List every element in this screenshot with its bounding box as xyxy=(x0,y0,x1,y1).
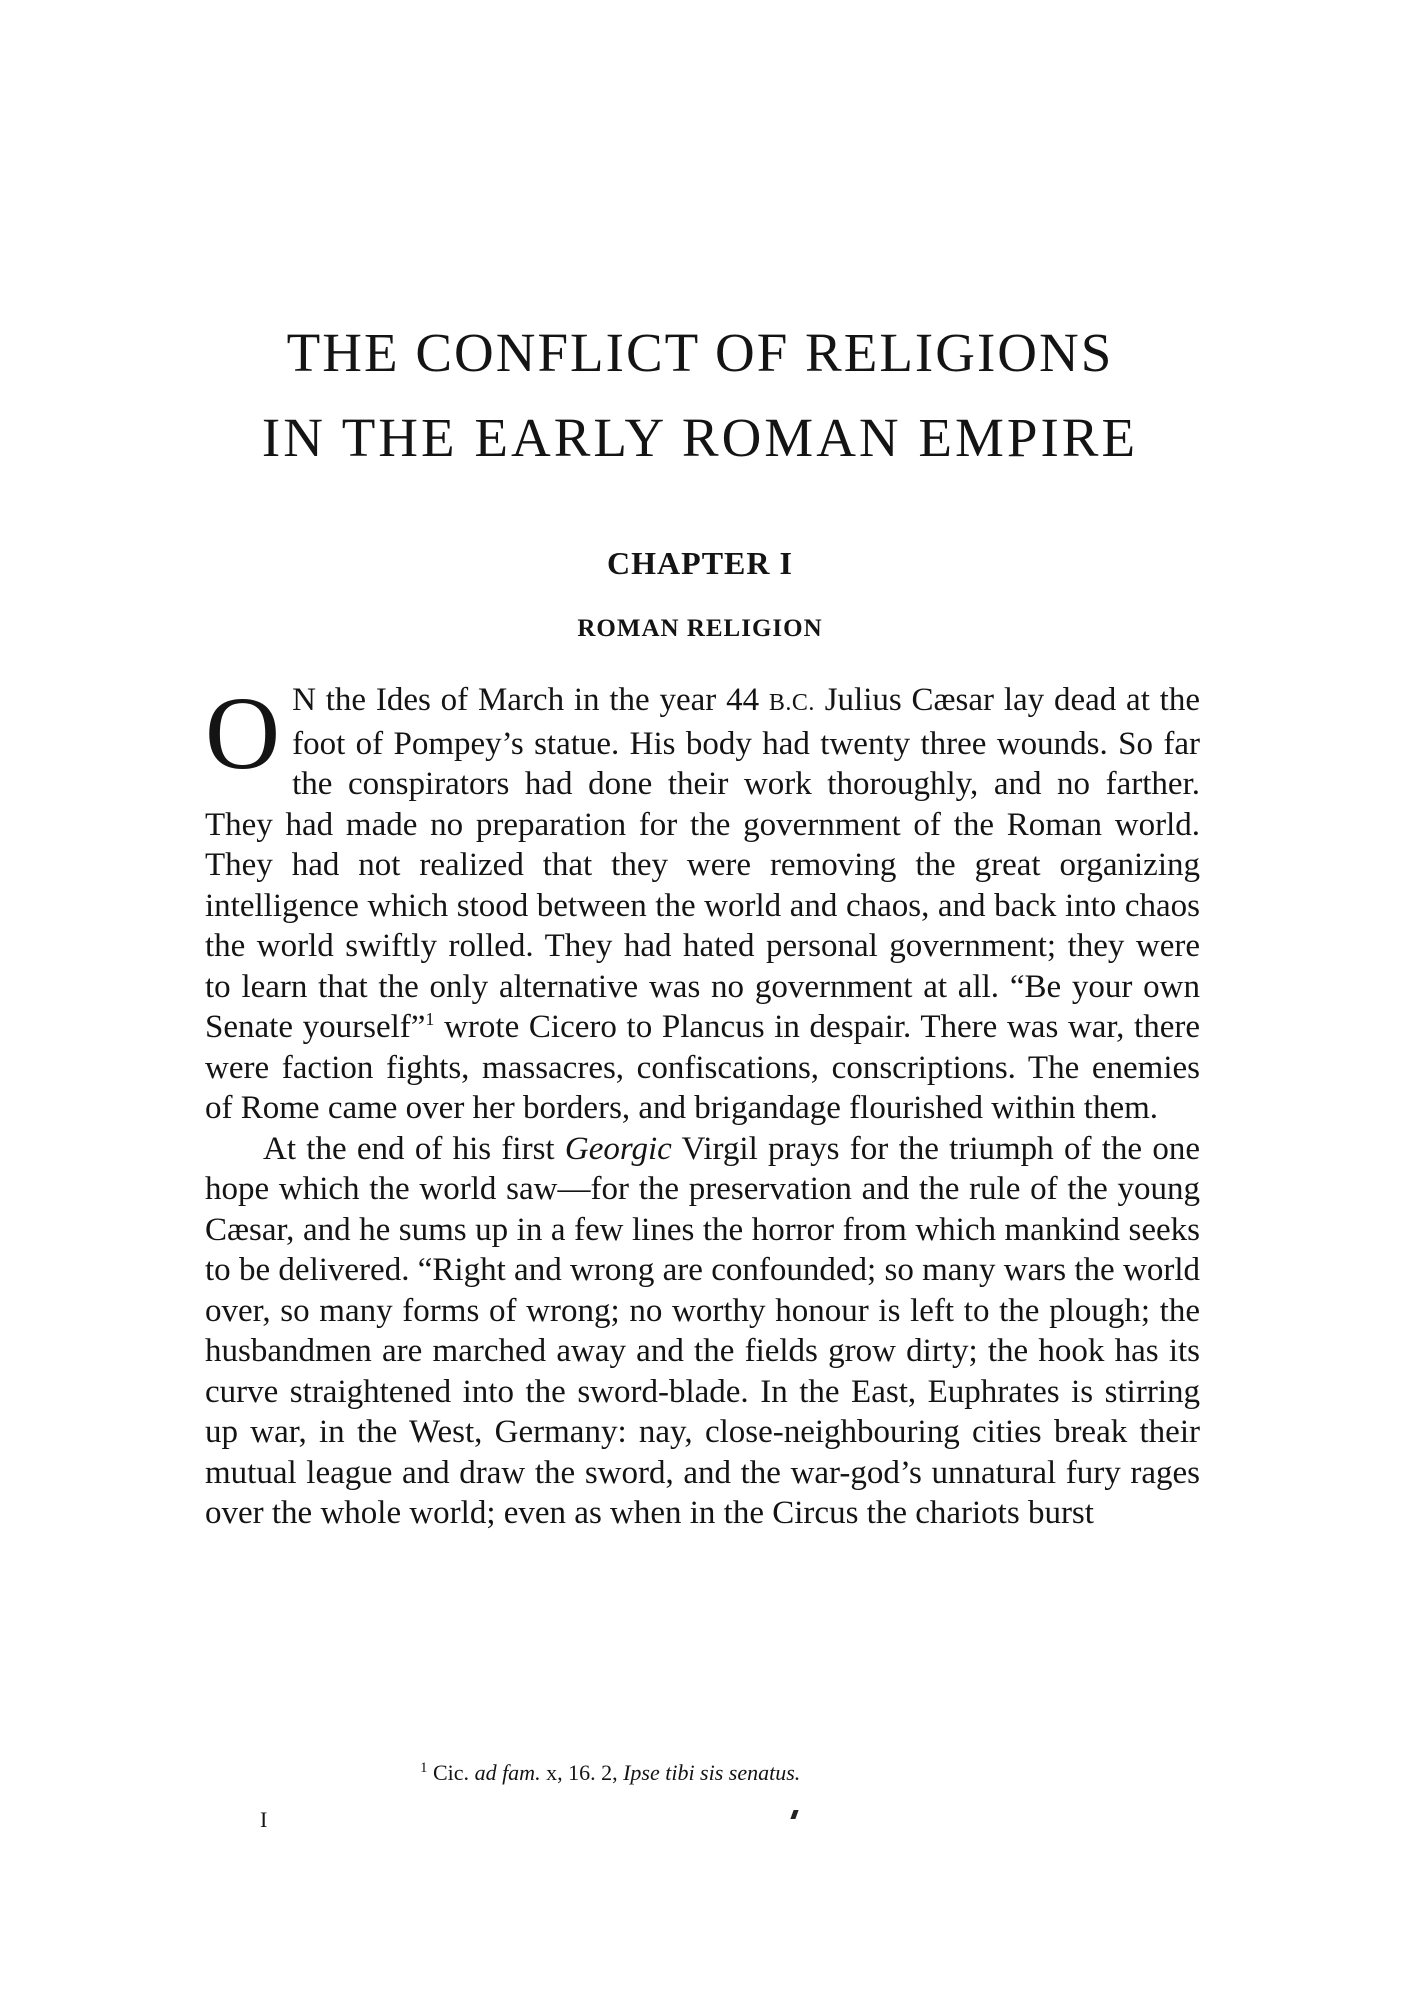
chapter-body xyxy=(205,676,1200,1534)
paragraph-2-text-a: At the end of his first xyxy=(263,1130,565,1167)
paragraph-1-text-c: wrote Cicero to Plancus in despair. There was war, there were faction fights, massacres, confiscations, conscriptions. The enemies of Rome came over her borders, and brigandage flourished within them. xyxy=(205,1009,1200,1126)
footnote-italic-a: ad fam. xyxy=(474,1760,541,1785)
footnote-reference[interactable]: 1 xyxy=(425,1009,435,1029)
footnote-italic-b: Ipse tibi sis senatus. xyxy=(623,1760,801,1785)
print-speck xyxy=(790,1810,798,1819)
book-title-line-2: IN THE EARLY ROMAN EMPIRE xyxy=(261,407,1139,468)
footnote-text-a: Cic. xyxy=(427,1760,475,1785)
paragraph-2-text-b: Virgil prays for the triumph of the one hope which the world saw—for the preservation and the rule of the young Cæsar, and he sums up in a few lines the horror from which mankind seeks to be delivered. “Right and wrong are confounded; so many wars the world over, so many forms of wrong; no worthy honour is left to the plough; the husbandmen are marched away and the fields grow dirty; the hook has its curve straightened into the sword-blade. In the East, Euphrates is stirring up war, in the West, Germany: nay, close-neighbouring cities break their mutual league and draw the sword, and the war-god’s unnatural fury rages over the whole world; even as when in the Circus the chariots burst xyxy=(205,1130,1200,1531)
drop-cap: O xyxy=(205,676,281,791)
paragraph-1-text-a: N the Ides of March in the year 44 xyxy=(292,682,769,718)
chapter-heading: CHAPTER I xyxy=(607,545,793,581)
book-title-line-1: THE CONFLICT OF RELIGIONS xyxy=(286,322,1114,383)
chapter-subtitle: ROMAN RELIGION xyxy=(577,615,823,642)
signature-mark: I xyxy=(260,1807,268,1832)
footnote-marker: 1 xyxy=(420,1760,428,1776)
footnote-text-b: x, 16. 2, xyxy=(540,1760,624,1785)
paragraph-1 xyxy=(205,676,1200,1129)
georgic-title: Georgic xyxy=(564,1130,672,1167)
bc-abbreviation: B.C. xyxy=(768,690,815,716)
footnote xyxy=(420,1760,1120,1786)
paragraph-1-text-b: Julius Cæsar lay dead at the foot of Pompey’s statue. His body had twenty three wounds. So far the conspirators had done their work thoroughly, and no farther. They had made no preparation for the government of the Roman world. They had not realized that they were removing the great organizing intelligence which stood between the world and chaos, and back into chaos the world swiftly rolled. They had hated personal government; they were to learn that the only alternative was no government at all. “Be your own Senate yourself” xyxy=(205,682,1200,1045)
paragraph-2 xyxy=(205,1129,1200,1534)
